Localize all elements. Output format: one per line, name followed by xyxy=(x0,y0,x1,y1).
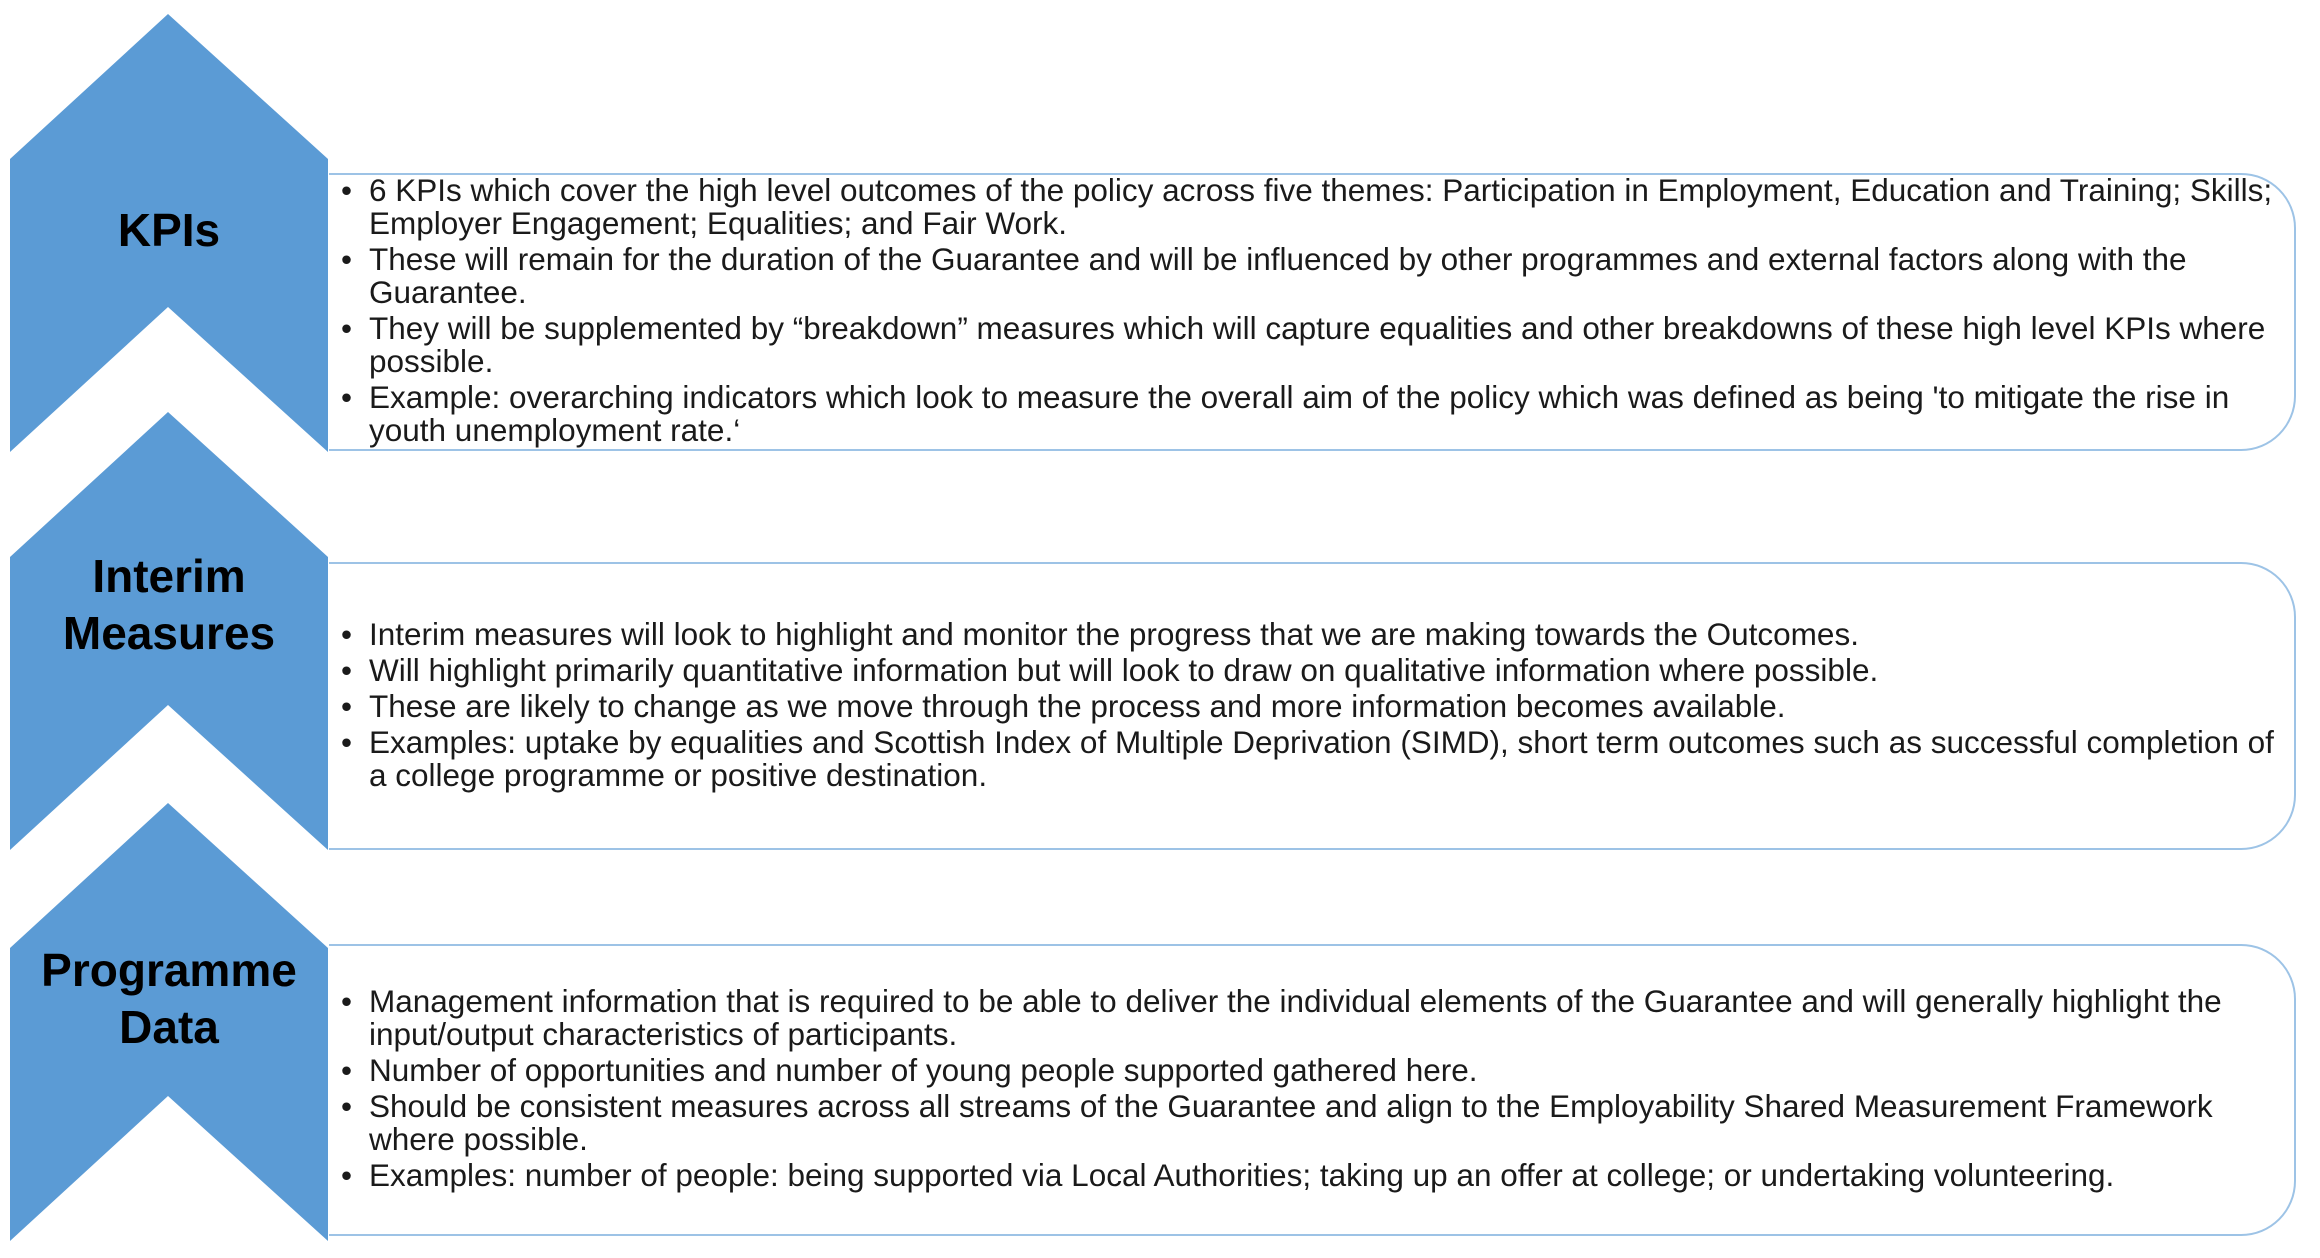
interim-measures-label xyxy=(0,545,338,665)
programme-bullet-text: Number of opportunities and number of young people supported gathered here. xyxy=(369,1052,1478,1088)
interim-bullet-text: Interim measures will look to highlight and monitor the progress that we are making towards the Outcomes. xyxy=(369,615,1859,652)
bullet-icon: • xyxy=(341,1088,353,1124)
bullet-icon: • xyxy=(341,379,353,415)
programme-bullet-text: Management information that is required to be able to deliver the individual elements of the Guarantee and will generally highlight the input/output characteristics of participants. xyxy=(369,983,2222,1052)
bullet-icon: • xyxy=(341,1157,353,1193)
kpis-bullet-text: 6 KPIs which cover the high level outcomes of the policy across five themes: Participation in Employment, Education and Training; Skills; Employer Engagement; Equalities; and Fair Work. xyxy=(369,172,2273,241)
bullet-icon: • xyxy=(341,651,353,688)
bullet-icon: • xyxy=(341,615,353,652)
programme-bullet-item xyxy=(341,1054,2274,1087)
kpis-bullet-text: They will be supplemented by “breakdown” measures which will capture equalities and other breakdowns of these high level KPIs where possible. xyxy=(369,310,2266,379)
programme-bullet-text: Should be consistent measures across all streams of the Guarantee and align to the Employability Shared Measurement Framework where possible. xyxy=(369,1088,2213,1157)
interim-bullet-text: These are likely to change as we move through the process and more information becomes available. xyxy=(369,687,1786,724)
interim-bullet-text: Will highlight primarily quantitative information but will look to draw on qualitative information where possible. xyxy=(369,651,1879,688)
programme-data-label xyxy=(0,939,338,1059)
programme-data-panel xyxy=(329,944,2296,1236)
bullet-icon: • xyxy=(341,1052,353,1088)
programme-data-bullet-list xyxy=(341,985,2274,1195)
programme-data-label-line: Programme xyxy=(41,944,297,996)
bullet-icon: • xyxy=(341,241,353,277)
bullet-icon: • xyxy=(341,983,353,1019)
programme-bullet-item xyxy=(341,1159,2274,1192)
kpis-bullet-text: These will remain for the duration of the Guarantee and will be influenced by other programmes and external factors along with the Guarantee. xyxy=(369,241,2187,310)
kpis-label xyxy=(0,180,338,280)
bullet-icon: • xyxy=(341,310,353,346)
kpis-label-line: KPIs xyxy=(117,203,221,256)
kpis-bullet-text: Example: overarching indicators which look to measure the overall aim of the policy which was defined as being 'to mitigate the rise in youth unemployment rate.‘ xyxy=(369,379,2230,448)
interim-measures-label-line: Measures xyxy=(62,607,276,659)
programme-bullet-item xyxy=(341,985,2274,1051)
programme-bullet-text: Examples: number of people: being supported via Local Authorities; taking up an offer at college; or undertaking volunteering. xyxy=(369,1157,2115,1193)
programme-data-label-line: Data xyxy=(119,1001,219,1053)
interim-measures-label-line: Interim xyxy=(92,550,246,602)
bullet-icon: • xyxy=(341,723,353,760)
bullet-icon: • xyxy=(341,687,353,724)
programme-bullet-item xyxy=(341,1090,2274,1156)
bullet-icon: • xyxy=(341,172,353,208)
interim-bullet-text: Examples: uptake by equalities and Scottish Index of Multiple Deprivation (SIMD), short term outcomes such as successful completion of a college programme or positive destination. xyxy=(369,723,2274,793)
